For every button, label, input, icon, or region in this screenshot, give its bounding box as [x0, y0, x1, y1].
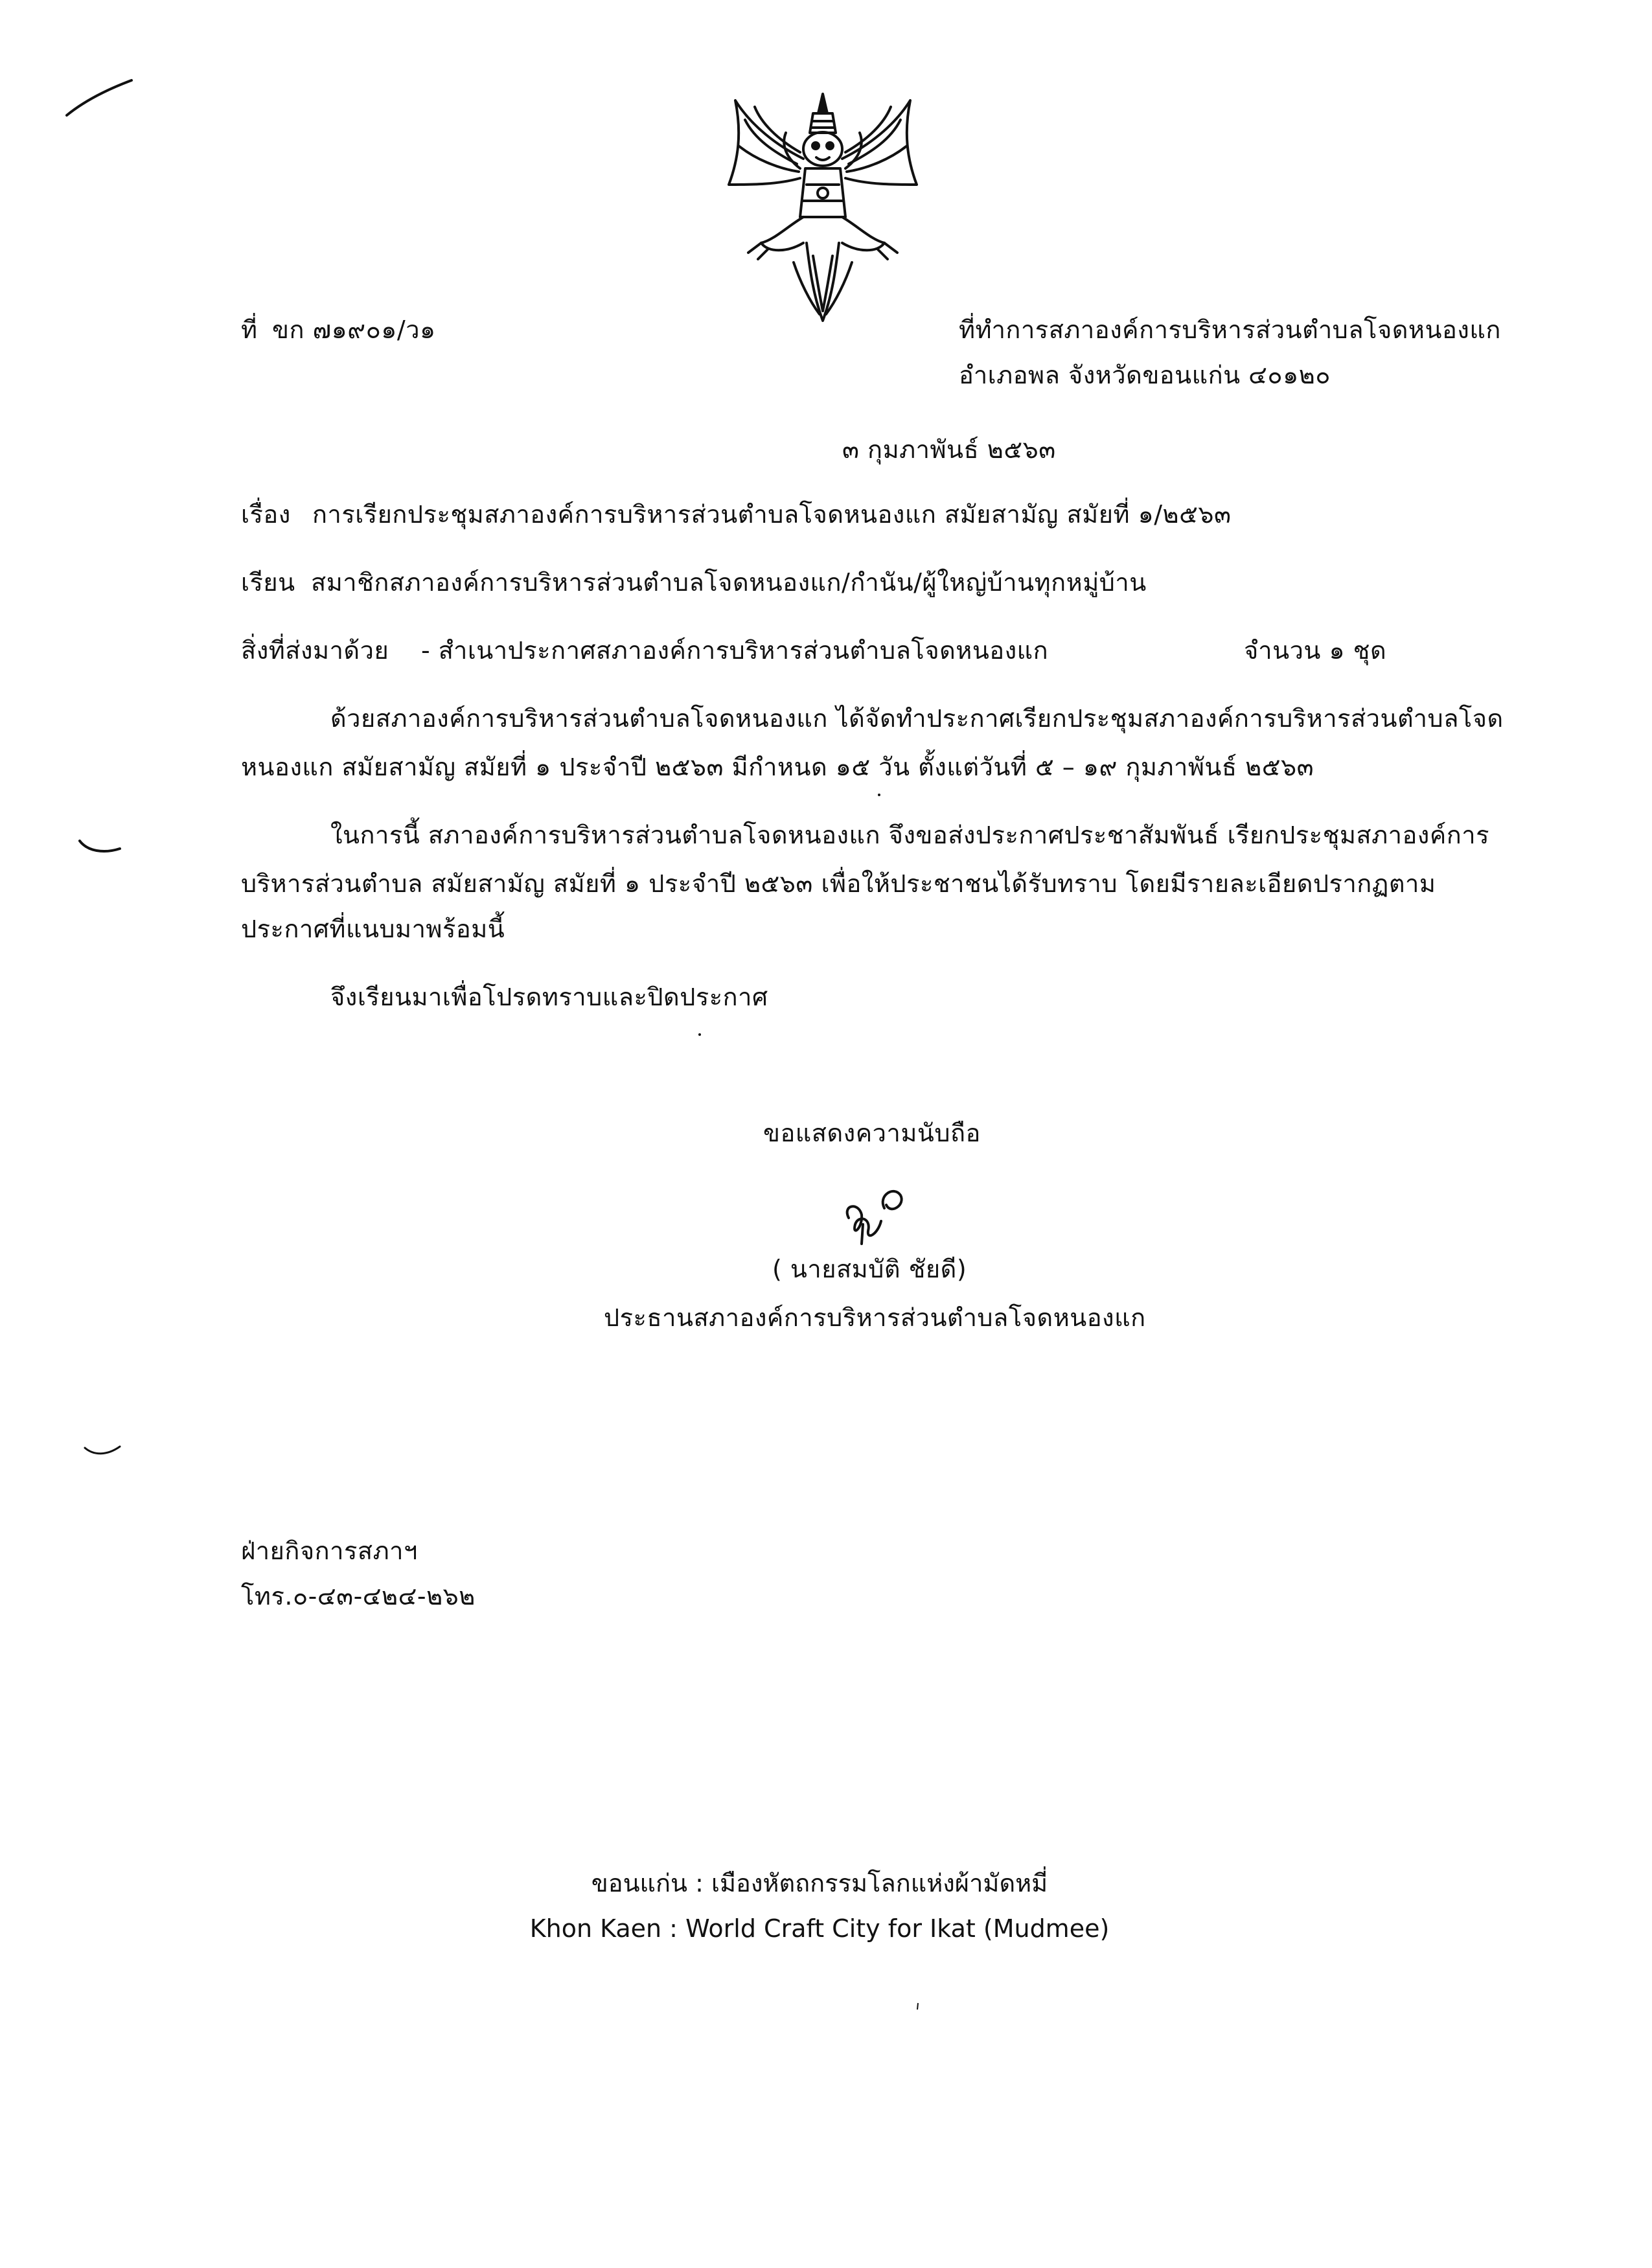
document-date: ๓ กุมภาพันธ์ ๒๕๖๓: [842, 435, 1056, 464]
footer-slogan-thai: ขอนแก่น : เมืองหัตถกรรมโลกแห่งผ้ามัดหมี่: [591, 1869, 1048, 1897]
recipient-label: เรียน: [241, 568, 295, 597]
office-address-line2: อำเภอพล จังหวัดขอนแก่น ๔๐๑๒๐: [959, 361, 1331, 389]
reference-label: ที่: [241, 315, 258, 344]
enclosure-label: สิ่งที่ส่งมาด้วย: [241, 636, 389, 665]
scan-speck: [876, 792, 882, 798]
signatory-name: ( นายสมบัติ ชัยดี): [772, 1255, 967, 1283]
garuda-emblem: [716, 87, 930, 327]
handwritten-signature: [823, 1179, 926, 1257]
office-address-line1: ที่ทำการสภาองค์การบริหารส่วนตำบลโจดหนองแก: [959, 315, 1501, 344]
enclosure-text: - สำเนาประกาศสภาองค์การบริหารส่วนตำบลโจดหนองแก: [421, 636, 1049, 665]
enclosure-count: จำนวน ๑ ชุด: [1244, 636, 1387, 665]
contact-phone: โทร.๐-๔๓-๔๒๔-๒๖๒: [241, 1582, 476, 1610]
paragraph1-line1: ด้วยสภาองค์การบริหารส่วนตำบลโจดหนองแก ได้จัดทำประกาศเรียกประชุมสภาองค์การบริหารส่วนตำบลโจด: [330, 704, 1504, 733]
reference-number: ขก ๗๑๙๐๑/ว๑: [272, 315, 436, 344]
paragraph2-line2: บริหารส่วนตำบล สมัยสามัญ สมัยที่ ๑ ประจำปี ๒๕๖๓ เพื่อให้ประชาชนได้รับทราบ โดยมีรายละเอียดปรากฏตาม: [241, 869, 1436, 898]
scan-speck-3: [915, 2002, 921, 2011]
contact-department: ฝ่ายกิจการสภาฯ: [241, 1537, 418, 1565]
signatory-position: ประธานสภาองค์การบริหารส่วนตำบลโจดหนองแก: [604, 1303, 1146, 1332]
scan-speck-2: [696, 1031, 703, 1038]
subject-label: เรื่อง: [241, 500, 291, 529]
pen-stroke-mark: [62, 71, 139, 123]
margin-tick-mark: [75, 836, 126, 862]
paragraph1-line2: หนองแก สมัยสามัญ สมัยที่ ๑ ประจำปี ๒๕๖๓ มีกำหนด ๑๕ วัน ตั้งแต่วันที่ ๕ – ๑๙ กุมภาพันธ์ ๒๕๖๓: [241, 753, 1314, 781]
salutation: ขอแสดงความนับถือ: [763, 1119, 981, 1147]
footer-slogan-english: Khon Kaen : World Craft City for Ikat (Mudmee): [529, 1914, 1110, 1943]
recipient-text: สมาชิกสภาองค์การบริหารส่วนตำบลโจดหนองแก/กำนัน/ผู้ใหญ่บ้านทุกหมู่บ้าน: [311, 568, 1147, 597]
paragraph2-line3: ประกาศที่แนบมาพร้อมนี้: [241, 915, 505, 943]
closing-request: จึงเรียนมาเพื่อโปรดทราบและปิดประกาศ: [330, 983, 768, 1011]
subject-text: การเรียกประชุมสภาองค์การบริหารส่วนตำบลโจดหนองแก สมัยสามัญ สมัยที่ ๑/๒๕๖๓: [312, 500, 1232, 529]
paragraph2-line1: ในการนี้ สภาองค์การบริหารส่วนตำบลโจดหนองแก จึงขอส่งประกาศประชาสัมพันธ์ เรียกประชุมสภาองค์การ: [330, 821, 1490, 849]
margin-tick-mark-lower: [81, 1441, 126, 1461]
